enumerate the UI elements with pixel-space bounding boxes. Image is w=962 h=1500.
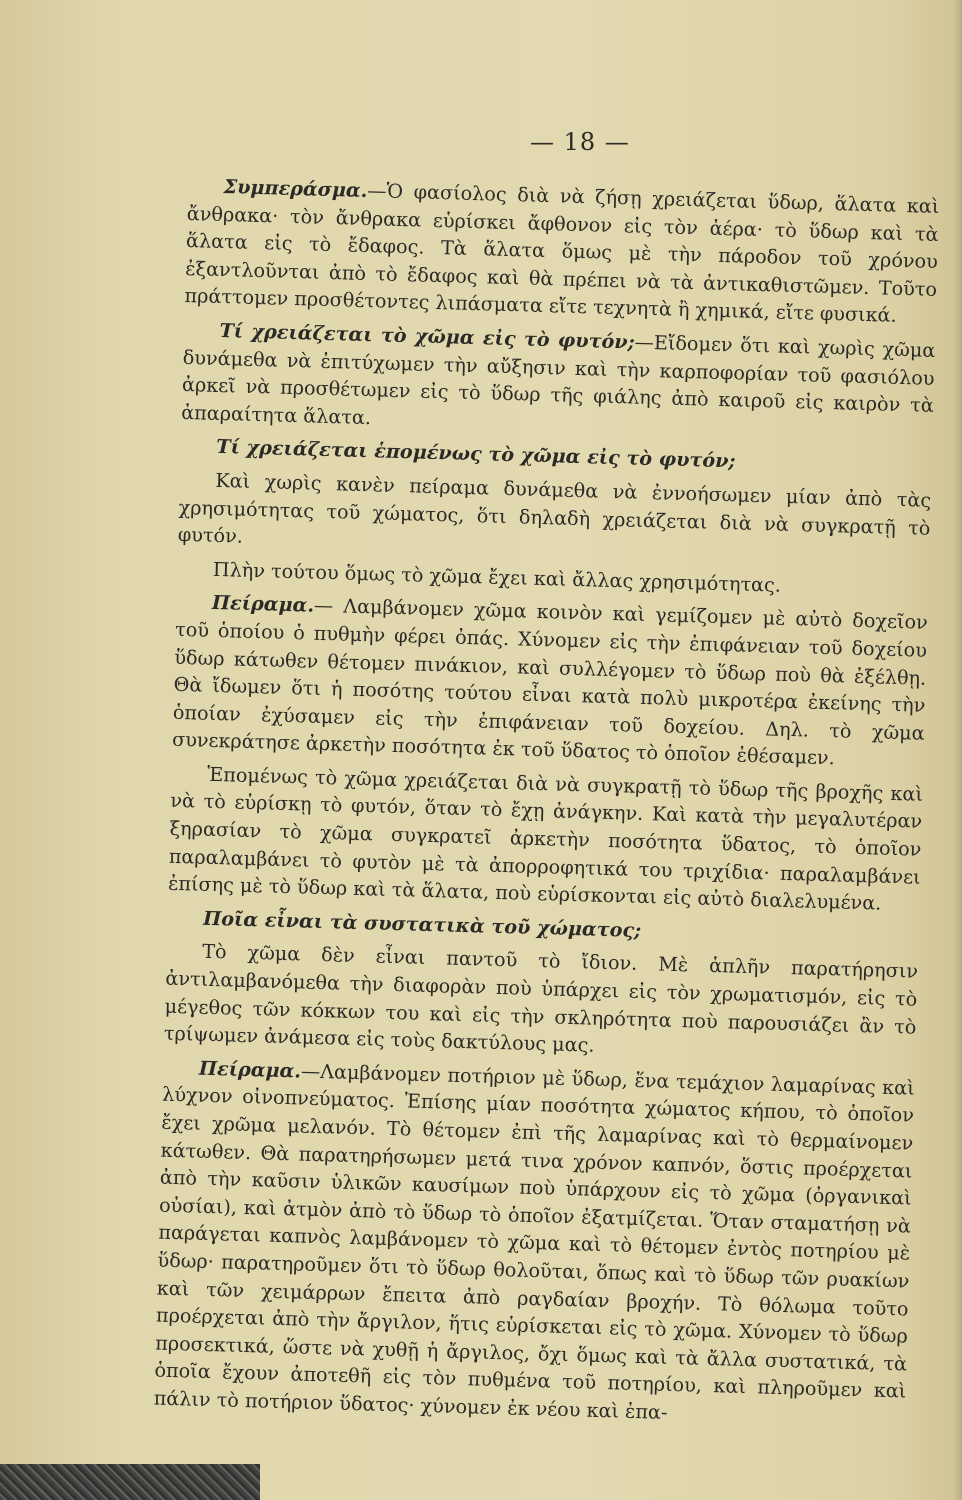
paragraph-experiment-1 xyxy=(172,588,928,774)
page-edge-shadow xyxy=(952,0,962,1500)
paragraph-soil-question xyxy=(181,316,936,447)
section-heading-soil-components: Ποῖα εἶναι τὰ συστατικὰ τοῦ χώματος; xyxy=(202,906,642,942)
paragraph-lead: Τί χρειάζεται τὸ χῶμα εἰς τὸ φυτόν; xyxy=(219,318,636,354)
paragraph-body: —Λαμβάνομεν ποτήριον μὲ ὕδωρ, ἕνα τεμάχιον λαμαρίνας καὶ λύχνον οἰνοπνεύματος. Ἐπίσης μίαν ποσότητα χώματος κήπου, τὸ ὁποῖον ἔχει χρῶμα μελανόν. Τὸ θέτομεν ἐπὶ τῆς λαμαρίνας καὶ τὸ θερμαίνομεν κάτωθεν. Θὰ παρατηρήσωμεν μετά τινα χρόνον καπνόν, ὅστις προέρχεται ἀπὸ τὴν καῦσιν ὑλικῶν καυσίμων ποὺ ὑπάρχουν εἰς τὸ χῶμα (ὀργανικαὶ οὐσίαι), καὶ ἀτμὸν ἀπὸ τὸ ὕδωρ τὸ ὁποῖον ἐξατμίζεται. Ὅταν σταματήσῃ νὰ παράγεται καπνὸς λαμβάνομεν τὸ χῶμα καὶ τὸ θέτομεν ἐντὸς ποτηρίου μὲ ὕδωρ· παρατηροῦμεν ὅτι τὸ ὕδωρ θολοῦται, ὅπως καὶ τὸ ὕδωρ τῶν ρυακίων καὶ τῶν χειμάρρων ἔπειτα ἀπὸ ραγδαίαν βροχήν. Τὸ θόλωμα τοῦτο προέρχεται ἀπὸ τὴν ἄργιλον, ἥτις εὑρίσκεται εἰς τὸ χῶμα. Χύνομεν τὸ ὕδωρ προσεκτικά, ὥστε νὰ χυθῇ ἡ ἄργιλος, ὄχι ὅμως καὶ τὰ ἄλλα συστατικά, τὰ ὁποῖα ἔχουν ἀποτεθῆ εἰς τὸν πυθμένα τοῦ ποτηρίου, καὶ πληροῦμεν καὶ πάλιν τὸ ποτήριον ὕδατος· χύνομεν ἐκ νέου καὶ ἐπα- xyxy=(153,1059,916,1424)
paragraph-body: — Λαμβάνομεν χῶμα κοινὸν καὶ γεμίζομεν μὲ αὐτὸ δοχεῖον τοῦ ὁποίου ὁ πυθμὴν φέρει ὀπάς. Χύνομεν εἰς τὴν ἐπιφάνειαν τοῦ δοχείου ὕδωρ κάτωθεν θέτομεν πινάκιον, καὶ συλλέγομεν τὸ ὕδωρ ποὺ θὰ ἐξέλθῃ. Θὰ ἴδωμεν ὅτι ἡ ποσότης τούτου εἶναι κατὰ πολὺ μικροτέρα ἐκείνης τὴν ὁποίαν ἐχύσαμεν εἰς τὴν ἐπιφάνειαν τοῦ δοχείου. Δηλ. τὸ χῶμα συνεκράτησε ἀρκετὴν ποσότητα ἐκ τοῦ ὕδατος τὸ ὁποῖον ἐθέσαμεν. xyxy=(171,594,929,770)
paragraph-body: —Ὁ φασίολος διὰ νὰ ζήσῃ χρειάζεται ὕδωρ, ἅλατα καὶ ἄνθρακα· τὸν ἄνθρακα εὑρίσκει ἄφθονον εἰς τὸν ἀέρα· τὸ ὕδωρ καὶ τὰ ἅλατα εἰς τὸ ἔδαφος. Τὰ ἅλατα ὅμως μὲ τὴν πάροδον τοῦ χρόνου ἐξαντλοῦνται ἀπὸ τὸ ἔδαφος καὶ θὰ πρέπει νὰ τὰ ἀντικαθιστῶμεν. Τοῦτο πράττομεν προσθέτοντες λιπάσματα εἴτε τεχνητὰ ἢ χημικά, εἴτε φυσικά. xyxy=(184,179,940,328)
paragraph-lead: Συμπεράσμα. xyxy=(223,175,368,203)
paragraph-lead: Πείραμα. xyxy=(211,591,315,617)
body-text xyxy=(153,172,940,1439)
section-heading-soil-need: Τί χρειάζεται ἑπομένως τὸ χῶμα εἰς τὸ φυτόν; xyxy=(216,435,736,473)
page-number: — 18 — xyxy=(530,128,630,156)
paragraph-conclusion xyxy=(184,172,940,331)
scan-background-strip xyxy=(0,1464,260,1500)
paragraph-support: Καὶ χωρὶς κανὲν πείραμα δυνάμεθα νὰ ἐννοήσωμεν μίαν ἀπὸ τὰς χρησιμότητας τοῦ χώματος, ὅτι δηλαδὴ χρειάζεται διὰ νὰ συγκρατῇ τὸ φυτόν. xyxy=(177,468,932,548)
paragraph-body: —Εἴδομεν ὅτι καὶ χωρὶς χῶμα δυνάμεθα νὰ ἐπιτύχωμεν τὴν αὔξησιν καὶ τὴν καρποφορίαν τοῦ φασιόλου ἀρκεῖ νὰ προσθέτωμεν εἰς τὸ ὕδωρ τῆς φιάλης ἀπὸ καιροῦ εἰς καιρὸν τὰ ἀπαραίτητα ἅλατα. xyxy=(180,330,936,429)
paragraph-experiment-2 xyxy=(153,1053,915,1433)
paragraph-other-uses: Πλὴν τούτου ὅμως τὸ χῶμα ἔχει καὶ ἄλλας χρησιμότητας. xyxy=(212,557,782,597)
paragraph-soil-differences: Τὸ χῶμα δὲν εἶναι παντοῦ τὸ ἴδιον. Μὲ ἁπλῆν παρατήρησιν ἀντιλαμβανόμεθα τὴν διαφορὰν ποὺ ὑπάρχει εἰς τὸν χρωματισμόν, εἰς τὸ μέγεθος τῶν κόκκων του καὶ εἰς τὴν σκληρότητα ποὺ παρουσιάζει ἂν τὸ τρίψωμεν ἀνάμεσα εἰς τοὺς δακτύλους μας. xyxy=(163,940,919,1057)
paragraph-water-retention: Ἑπομένως τὸ χῶμα χρειάζεται διὰ νὰ συγκρατῇ τὸ ὕδωρ τῆς βροχῆς καὶ νὰ τὸ εὑρίσκῃ τὸ φυτόν, ὅταν τὸ ἔχῃ ἀνάγκην. Καὶ κατὰ τὴν μεγαλυτέραν ξηρασίαν τὸ χῶμα συγκρατεῖ ἀρκετὴν ποσότητα ὕδατος, τὸ ὁποῖον παραλαμβάνει τὸ φυτὸν μὲ τὰ ἀπορροφητικά του τριχίδια· παραλαμβάνει ἐπίσης μὲ τὸ ὕδωρ καὶ τὰ ἅλατα, ποὺ εὑρίσκονται εἰς αὐτὸ διαλελυμένα. xyxy=(167,762,924,915)
paragraph-lead: Πείραμα. xyxy=(198,1056,302,1083)
